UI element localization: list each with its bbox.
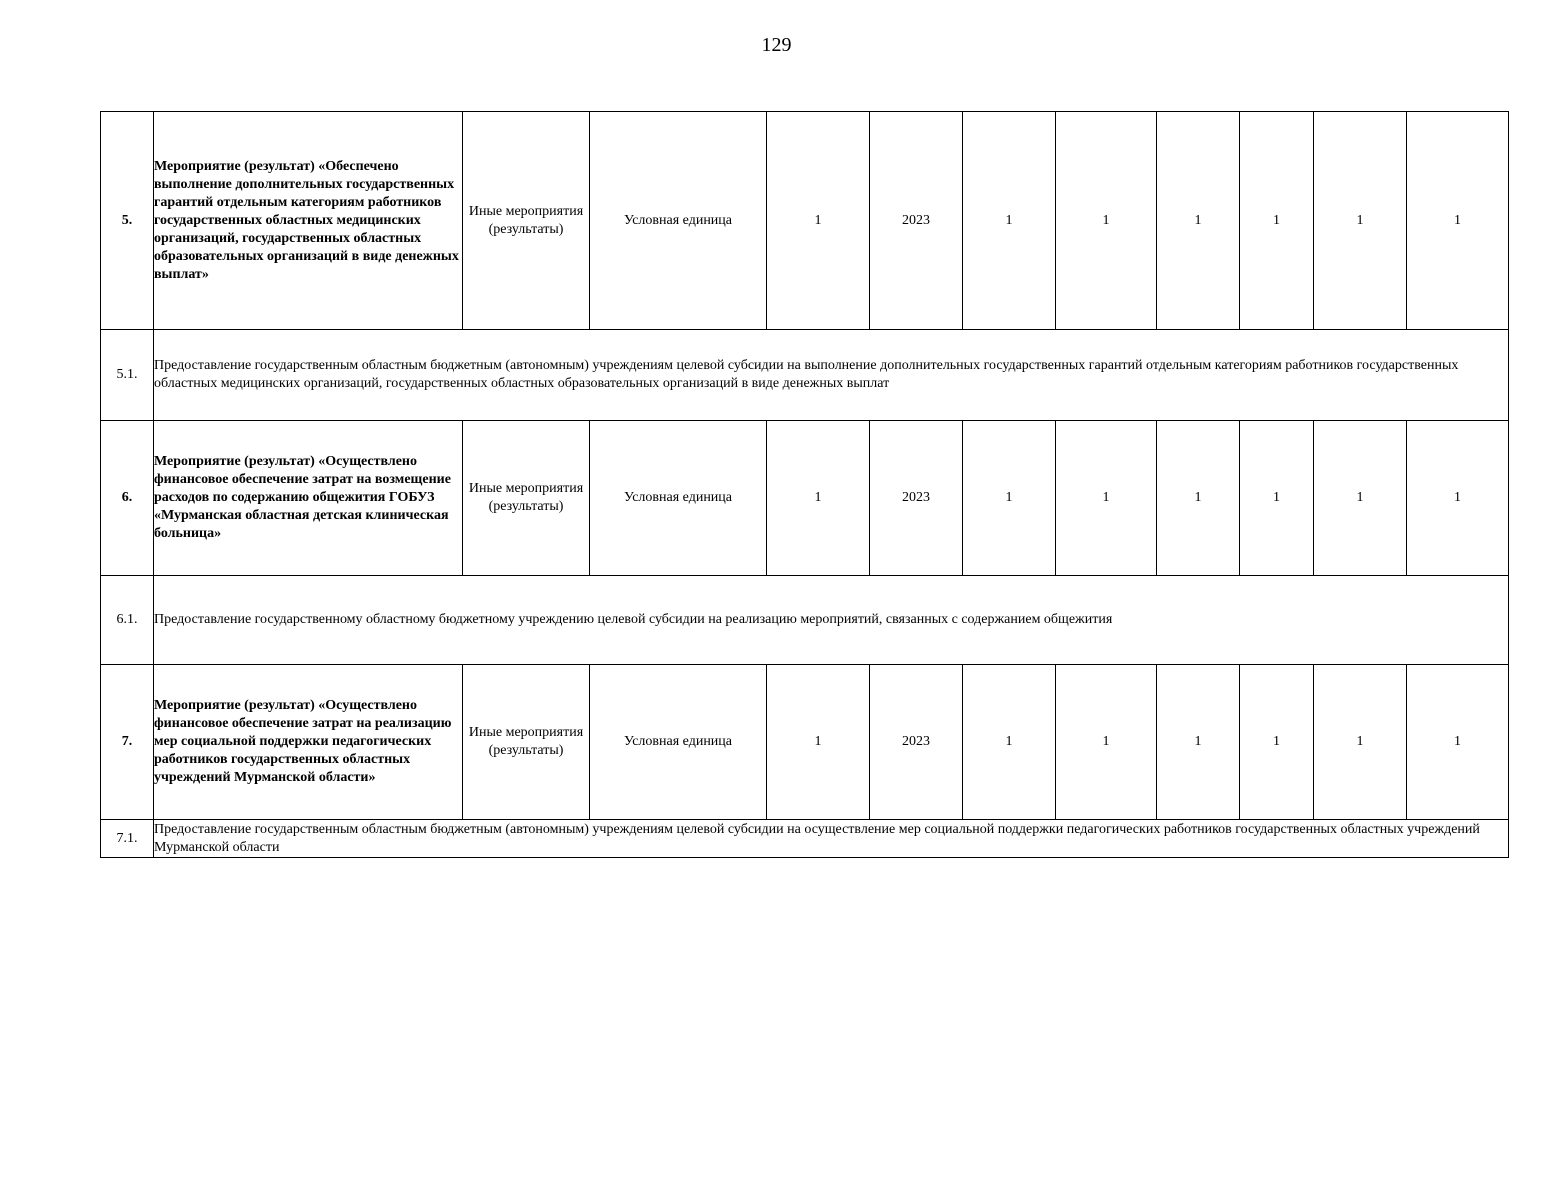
sub-measure-text: Предоставление государственным областным бюджетным (автономным) учреждениям целевой субсидии на выполнение дополнительных государственных гарантий отдельным категориям работников государственных областных медицинских организаций, государственных областных образовательных организаций в виде денежных выплат bbox=[154, 330, 1509, 421]
row-number: 6. bbox=[101, 421, 154, 576]
measure-unit: Условная единица bbox=[590, 112, 767, 330]
row-number: 7. bbox=[101, 665, 154, 820]
row-number: 5.1. bbox=[101, 330, 154, 421]
row-number: 7.1. bbox=[101, 820, 154, 858]
measure-kind: Иные мероприятия (результаты) bbox=[463, 421, 590, 576]
value-cell: 1 bbox=[1314, 421, 1407, 576]
value-cell: 1 bbox=[1157, 421, 1240, 576]
value-cell: 1 bbox=[1157, 665, 1240, 820]
sub-measure-text: Предоставление государственным областным бюджетным (автономным) учреждениям целевой субсидии на осуществление мер социальной поддержки педагогических работников государственных областных учреждений Мурманской области bbox=[154, 820, 1509, 858]
measure-unit: Условная единица bbox=[590, 665, 767, 820]
table-row-5-1 bbox=[101, 330, 1509, 421]
table-row-6 bbox=[101, 421, 1509, 576]
base-value: 1 bbox=[767, 665, 870, 820]
value-cell: 1 bbox=[1240, 421, 1314, 576]
value-cell: 1 bbox=[1240, 665, 1314, 820]
value-cell: 1 bbox=[963, 665, 1056, 820]
table-row-7-1 bbox=[101, 820, 1509, 858]
table-row-5 bbox=[101, 112, 1509, 330]
measure-title: Мероприятие (результат) «Осуществлено финансовое обеспечение затрат на реализацию мер социальной поддержки педагогических работников государственных областных учреждений Мурманской области» bbox=[154, 665, 463, 820]
base-value: 1 bbox=[767, 112, 870, 330]
table-row-6-1 bbox=[101, 576, 1509, 665]
measures-table bbox=[100, 111, 1509, 858]
value-cell: 1 bbox=[1314, 112, 1407, 330]
value-cell: 1 bbox=[963, 112, 1056, 330]
measure-unit: Условная единица bbox=[590, 421, 767, 576]
base-year: 2023 bbox=[870, 421, 963, 576]
row-number: 5. bbox=[101, 112, 154, 330]
value-cell: 1 bbox=[1056, 665, 1157, 820]
table-row-7 bbox=[101, 665, 1509, 820]
value-cell: 1 bbox=[1056, 112, 1157, 330]
measure-kind: Иные мероприятия (результаты) bbox=[463, 665, 590, 820]
value-cell: 1 bbox=[963, 421, 1056, 576]
value-cell: 1 bbox=[1407, 665, 1509, 820]
base-year: 2023 bbox=[870, 112, 963, 330]
value-cell: 1 bbox=[1240, 112, 1314, 330]
measure-title: Мероприятие (результат) «Осуществлено финансовое обеспечение затрат на возмещение расходов по содержанию общежития ГОБУЗ «Мурманская областная детская клиническая больница» bbox=[154, 421, 463, 576]
sub-measure-text: Предоставление государственному областному бюджетному учреждению целевой субсидии на реализацию мероприятий, связанных с содержанием общежития bbox=[154, 576, 1509, 665]
value-cell: 1 bbox=[1407, 421, 1509, 576]
value-cell: 1 bbox=[1314, 665, 1407, 820]
value-cell: 1 bbox=[1157, 112, 1240, 330]
value-cell: 1 bbox=[1407, 112, 1509, 330]
page-number: 129 bbox=[761, 34, 792, 56]
measure-kind: Иные мероприятия (результаты) bbox=[463, 112, 590, 330]
base-year: 2023 bbox=[870, 665, 963, 820]
base-value: 1 bbox=[767, 421, 870, 576]
value-cell: 1 bbox=[1056, 421, 1157, 576]
row-number: 6.1. bbox=[101, 576, 154, 665]
measure-title: Мероприятие (результат) «Обеспечено выполнение дополнительных государственных гарантий отдельным категориям работников государственных областных медицинских организаций, государственных областных образовательных организаций в виде денежных выплат» bbox=[154, 112, 463, 330]
